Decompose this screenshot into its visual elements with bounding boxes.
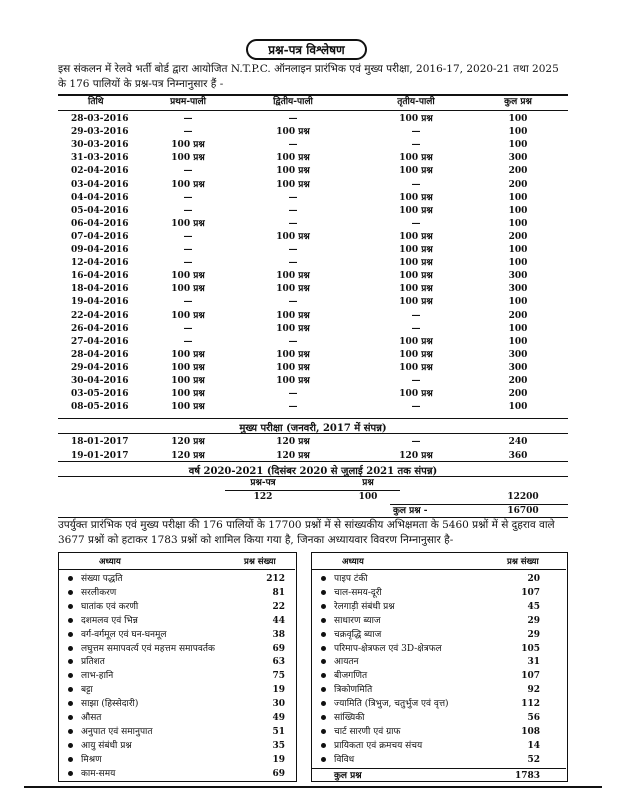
chapter-count: 51 [272,726,285,737]
questions-value: 100 [358,492,378,502]
table-cell: 16-04-2016 [71,271,129,282]
chapter-count: 29 [527,615,540,626]
table-cell: — [183,166,193,177]
bullet-icon [68,576,73,581]
chapter-count: 49 [272,713,285,723]
table-cell: 100 प्रश्न [171,310,205,321]
bullet-icon [321,646,326,651]
bullet-icon [68,632,73,637]
table-cell: 100 [508,114,528,124]
table-cell: 100 प्रश्न [399,245,433,255]
table-row [58,388,568,401]
column-header: द्वितीय-पाली [273,97,313,107]
table-cell: 100 प्रश्न [276,231,310,242]
table-row [58,283,568,296]
table-cell: 03-04-2016 [71,179,129,190]
chapter-name: आयतन [334,657,359,668]
table-cell: — [288,245,298,255]
table-cell: — [288,389,298,400]
column-header: तिथि [88,97,104,107]
table-cell: — [183,114,193,124]
table-cell: 100 प्रश्न [171,389,205,400]
table-row [58,257,568,270]
bullet-icon [68,590,73,595]
table-cell: — [411,179,421,190]
table-cell: 100 प्रश्न [399,297,433,308]
table-cell: 06-04-2016 [71,218,129,229]
table-cell: 100 प्रश्न [276,127,310,138]
bullet-icon [321,729,326,734]
table-row [58,436,568,449]
table-cell: 27-04-2016 [71,336,129,347]
count-header-label: प्रश्न संख्या [244,557,276,567]
table-cell: — [411,402,421,413]
table-cell: 100 प्रश्न [399,153,433,164]
table-cell: 100 प्रश्न [276,310,310,321]
table-cell: 31-03-2016 [71,153,129,164]
chapter-row [59,725,295,739]
chapter-row [59,697,295,711]
bullet-icon [68,715,73,720]
bullet-icon [321,576,326,581]
chapter-count: 35 [272,740,285,751]
count-header-label: प्रश्न संख्या [507,557,539,567]
bullet-icon [68,673,73,678]
chapter-count: 69 [272,768,285,779]
table-cell: 100 प्रश्न [399,231,433,242]
chapter-row [59,600,295,614]
year-2020-section-title: वर्ष 2020-2021 (दिसंबर 2020 से जुलाई 2021 तक संपन्न) [188,466,438,477]
table-row [58,152,568,165]
chapter-count: 92 [527,685,540,696]
table-cell: 100 प्रश्न [171,284,205,295]
chapter-count: 31 [527,657,540,668]
table-cell: 300 [508,284,528,295]
chapter-name: बीजगणित [334,671,368,682]
bullet-icon [321,659,326,664]
chapter-row [312,586,566,600]
table-cell: 18-01-2017 [71,437,129,447]
table-cell: — [411,376,421,386]
bullet-icon [321,687,326,692]
questions-header: प्रश्न [362,478,374,488]
table-cell: 100 प्रश्न [399,284,433,295]
table-cell: 12-04-2016 [71,258,129,269]
table-cell: 100 [508,192,528,203]
chapters-total-value: 1783 [514,770,540,781]
chapter-count: 22 [272,601,285,612]
table-cell: 100 प्रश्न [276,179,310,190]
chapter-count: 63 [272,657,285,668]
table-cell: 300 [508,349,528,360]
table-row [58,310,568,323]
table-cell: 28-03-2016 [71,114,129,124]
table-cell: — [183,258,193,269]
table-row [58,362,568,375]
chapter-name: संख्या पद्धति [81,574,123,584]
table-cell: 100 [508,402,528,413]
table-cell: 100 प्रश्न [276,376,310,386]
table-cell: — [183,336,193,347]
year-2020-row [58,491,568,504]
chapter-count: 69 [272,643,285,654]
table-row [58,192,568,205]
table-cell: 200 [508,389,528,400]
chapter-row [312,711,566,725]
table-cell: — [183,192,193,203]
chapter-name: चार्ट सारणी एवं ग्राफ [334,726,401,737]
chapter-name: काम-समय [81,768,116,779]
table-row [58,126,568,139]
chapter-name: सरलीकरण [81,587,117,598]
chapter-row [59,711,295,725]
table-row [58,336,568,349]
chapter-count: 212 [266,574,285,584]
chapter-name: वर्ग-वर्गमूल एवं घन-घनमूल [81,629,167,640]
table-cell: 360 [508,451,528,461]
chapter-name: आयु संबंधी प्रश्न [81,740,132,751]
chapter-count: 14 [527,740,540,751]
table-row [58,231,568,244]
chapter-name: रेलगाड़ी संबंधी प्रश्न [334,601,395,612]
table-cell: 100 प्रश्न [171,153,205,164]
bullet-icon [68,701,73,706]
papers-header: प्रश्न-पत्र [250,478,276,488]
table-row [58,244,568,257]
grand-total-value: 16700 [507,506,539,516]
chapter-row [312,753,566,767]
table-cell: 100 प्रश्न [171,179,205,190]
table-cell: 100 [508,297,528,308]
table-cell: — [411,323,421,334]
chapter-count: 29 [527,629,540,640]
bullet-icon [321,715,326,720]
chapter-count: 30 [272,699,285,710]
chapter-panel-left [58,552,297,782]
chapter-name: प्रतिशत [81,657,105,668]
table-row [58,401,568,414]
chapter-name: बट्टा [81,685,93,696]
bullet-icon [68,618,73,623]
bullet-icon [68,729,73,734]
table-cell: 26-04-2016 [71,323,129,334]
chapter-count: 45 [527,601,540,612]
table-cell: 100 [508,140,528,151]
chapter-row [59,572,295,586]
table-cell: 100 प्रश्न [171,271,205,282]
table-cell: 29-04-2016 [71,362,129,373]
bullet-icon [321,618,326,623]
table-cell: 100 प्रश्न [399,205,433,216]
bullet-icon [321,743,326,748]
table-cell: — [288,258,298,269]
table-row [58,139,568,152]
chapter-name: सांख्यिकी [334,713,365,723]
table-cell: — [288,336,298,347]
table-cell: 120 प्रश्न [276,437,310,447]
table-row [58,113,568,126]
chapter-name: साझा (हिस्सेदारी) [81,699,139,710]
table-cell: 200 [508,376,528,386]
table-cell: 100 प्रश्न [171,349,205,360]
table-cell: 100 प्रश्न [399,192,433,203]
table-cell: — [183,323,193,334]
chapter-row [59,655,295,669]
table-cell: — [183,231,193,242]
chapter-name: प्रायिकता एवं क्रमचय संचय [334,740,423,751]
table-cell: 100 प्रश्न [276,271,310,282]
papers-value: 122 [253,492,273,502]
table-cell: 19-04-2016 [71,297,129,308]
table-cell: 07-04-2016 [71,231,129,242]
table-cell: 300 [508,271,528,282]
table-row [58,205,568,218]
table-row [58,296,568,309]
table-cell: 28-04-2016 [71,349,129,360]
table-cell: 100 प्रश्न [399,258,433,269]
chapter-row [312,572,566,586]
table-cell: 100 प्रश्न [276,166,310,177]
chapter-row [312,725,566,739]
table-cell: 100 प्रश्न [399,349,433,360]
table-cell: 120 प्रश्न [276,451,310,461]
chapter-name: घातांक एवं करणी [81,601,139,612]
table-cell: 200 [508,166,528,177]
chapter-count: 38 [272,629,285,640]
table-cell: 100 प्रश्न [171,218,205,229]
table-cell: — [183,245,193,255]
table-cell: 100 प्रश्न [399,114,433,124]
chapter-count: 19 [272,685,285,696]
chapter-name: परिमाप-क्षेत्रफल एवं 3D-क्षेत्रफल [334,643,442,654]
table-cell: 100 प्रश्न [171,402,205,413]
chapter-row [59,739,295,753]
chapter-row [59,767,295,781]
chapter-count: 52 [527,754,540,765]
table-cell: 100 प्रश्न [399,166,433,177]
bullet-icon [68,771,73,776]
table-cell: 22-04-2016 [71,310,129,321]
table-cell: — [288,140,298,151]
table-cell: 100 [508,205,528,216]
chapter-count: 19 [272,754,285,765]
chapter-row [59,753,295,767]
chapter-name: ज्यामिति (त्रिभुज, चतुर्भुज एवं वृत्त) [334,699,449,710]
chapter-count: 108 [521,726,540,737]
table-cell: 120 प्रश्न [399,451,433,461]
chapter-row [59,628,295,642]
bullet-icon [321,590,326,595]
table-cell: — [183,127,193,138]
chapter-row [312,655,566,669]
table-cell: 100 [508,245,528,255]
table-row [58,349,568,362]
table-cell: 100 प्रश्न [399,362,433,373]
table-cell: 120 प्रश्न [171,437,205,447]
bullet-icon [321,701,326,706]
chapter-name: विविध [334,754,355,765]
table-cell: — [288,114,298,124]
bullet-icon [68,646,73,651]
table-cell: — [411,140,421,151]
table-cell: — [411,218,421,229]
table-cell: 200 [508,179,528,190]
table-cell: 100 प्रश्न [399,389,433,400]
table-cell: 100 [508,336,528,347]
chapter-name: अनुपात एवं समानुपात [81,726,153,737]
chapter-panel-right [311,552,568,782]
table-cell: — [288,192,298,203]
chapters-total-row [312,769,566,783]
chapter-count: 56 [527,713,540,723]
chapter-name: साधारण ब्याज [334,615,381,626]
column-header: कुल प्रश्न [504,97,532,107]
year-2020-total: 12200 [507,492,539,502]
chapter-count: 107 [521,587,540,598]
table-cell: 09-04-2016 [71,245,129,255]
chapter-name: चक्रवृद्धि ब्याज [334,629,382,640]
table-cell: 29-03-2016 [71,127,129,138]
table-cell: — [288,297,298,308]
table-cell: 300 [508,362,528,373]
page-title: प्रश्न-पत्र विश्लेषण [246,39,367,60]
table-cell: 30-03-2016 [71,140,129,151]
table-cell: 100 [508,127,528,138]
chapter-row [59,669,295,683]
chapter-count: 107 [521,671,540,682]
chapter-row [312,669,566,683]
chapter-row [312,739,566,753]
table-cell: — [183,205,193,216]
table-cell: 100 प्रश्न [276,284,310,295]
table-cell: 200 [508,310,528,321]
chapter-row [312,628,566,642]
chapters-total-label: कुल प्रश्न [334,770,362,781]
table-cell: 100 प्रश्न [276,323,310,334]
chapter-name: दशमलव एवं भिन्न [81,615,138,626]
chapter-name: लघुत्तम समापवर्त्य एवं महत्तम समापवर्तक [81,643,215,654]
chapter-count: 105 [521,643,540,654]
chapter-row [59,642,295,656]
table-cell: — [288,218,298,229]
table-cell: 30-04-2016 [71,376,129,386]
bullet-icon [321,604,326,609]
table-cell: — [411,127,421,138]
table-cell: 100 [508,323,528,334]
chapter-row [312,600,566,614]
table-cell: 300 [508,153,528,164]
chapter-row [312,614,566,628]
table-row [58,165,568,178]
table-cell: 100 [508,218,528,229]
chapter-count: 75 [272,671,285,682]
column-header: तृतीय-पाली [397,97,435,107]
table-cell: 03-05-2016 [71,389,129,400]
table-cell: 05-04-2016 [71,205,129,216]
bullet-icon [68,659,73,664]
bullet-icon [321,673,326,678]
table-row [58,179,568,192]
bullet-icon [321,757,326,762]
table-cell: — [183,297,193,308]
table-cell: 240 [508,437,528,447]
table-cell: 100 प्रश्न [171,376,205,386]
table-cell: 100 प्रश्न [276,362,310,373]
table-row [58,218,568,231]
bullet-icon [321,632,326,637]
chapter-name: त्रिकोणमिति [334,685,373,696]
table-row [58,375,568,388]
chapter-row [312,697,566,711]
table-cell: — [288,205,298,216]
grand-total-label: कुल प्रश्न - [393,506,428,516]
table-cell: 100 प्रश्न [399,271,433,282]
chapter-row [59,586,295,600]
table-cell: — [288,402,298,413]
table-cell: 100 प्रश्न [171,362,205,373]
table-cell: — [411,437,421,447]
chapter-count: 44 [272,615,285,626]
chapter-row [312,683,566,697]
chapter-row [59,614,295,628]
table-cell: 100 प्रश्न [171,140,205,151]
table-cell: 18-04-2016 [71,284,129,295]
chapter-count: 20 [527,574,540,584]
table-cell: 08-05-2016 [71,402,129,413]
table-cell: 04-04-2016 [71,192,129,203]
chapter-name: औसत [81,713,102,723]
chapter-row [59,683,295,697]
chapter-count: 81 [272,587,285,598]
mains-section-title: मुख्य परीक्षा (जनवरी, 2017 में संपन्न) [239,423,387,434]
chapter-name: मिश्रण [81,754,102,765]
bullet-icon [68,687,73,692]
chapter-name: पाइप टंकी [334,574,368,584]
intro-paragraph: इस संकलन में रेलवे भर्ती बोर्ड द्वारा आयोजित N.T.P.C. ऑनलाइन प्रारंभिक एवं मुख्य परीक्षा, 2016-17, 2020-21 तथा 2025 के 176 पालियों के प्रश्न-पत्र निम्नानुसार हैं - [58,63,559,90]
table-header [58,96,568,109]
bullet-icon [68,604,73,609]
chapter-header-label: अध्याय [342,557,364,567]
bullet-icon [68,743,73,748]
column-header: प्रथम-पाली [170,97,206,107]
table-row [58,270,568,283]
chapter-name: लाभ-हानि [81,671,114,682]
table-cell: 19-01-2017 [71,451,129,461]
table-cell: 200 [508,231,528,242]
table-row [58,323,568,336]
table-cell: 100 प्रश्न [276,153,310,164]
chapter-count: 112 [521,699,540,710]
bullet-icon [68,757,73,762]
table-cell: 100 प्रश्न [276,349,310,360]
chapter-row [312,642,566,656]
chapter-name: चाल-समय-दूरी [334,587,382,598]
summary-paragraph: उपर्युक्त प्रारंभिक एवं मुख्य परीक्षा की 176 पालियों के 17700 प्रश्नों में से सांख्यकीय अभिक्षमता के 5460 प्रश्नों में से दुहराव वाले 3677 प्रश्नों को हटाकर 1783 प्रश्नों को शामिल किया गया है, जिनका अध्यायवार विवरण निम्नानुसार है- [58,519,555,546]
chapter-header-label: अध्याय [99,557,121,567]
table-cell: 120 प्रश्न [171,451,205,461]
table-cell: — [411,310,421,321]
table-cell: 100 [508,258,528,269]
table-cell: 02-04-2016 [71,166,129,177]
table-cell: 100 प्रश्न [399,336,433,347]
year-2020-header [58,477,568,490]
